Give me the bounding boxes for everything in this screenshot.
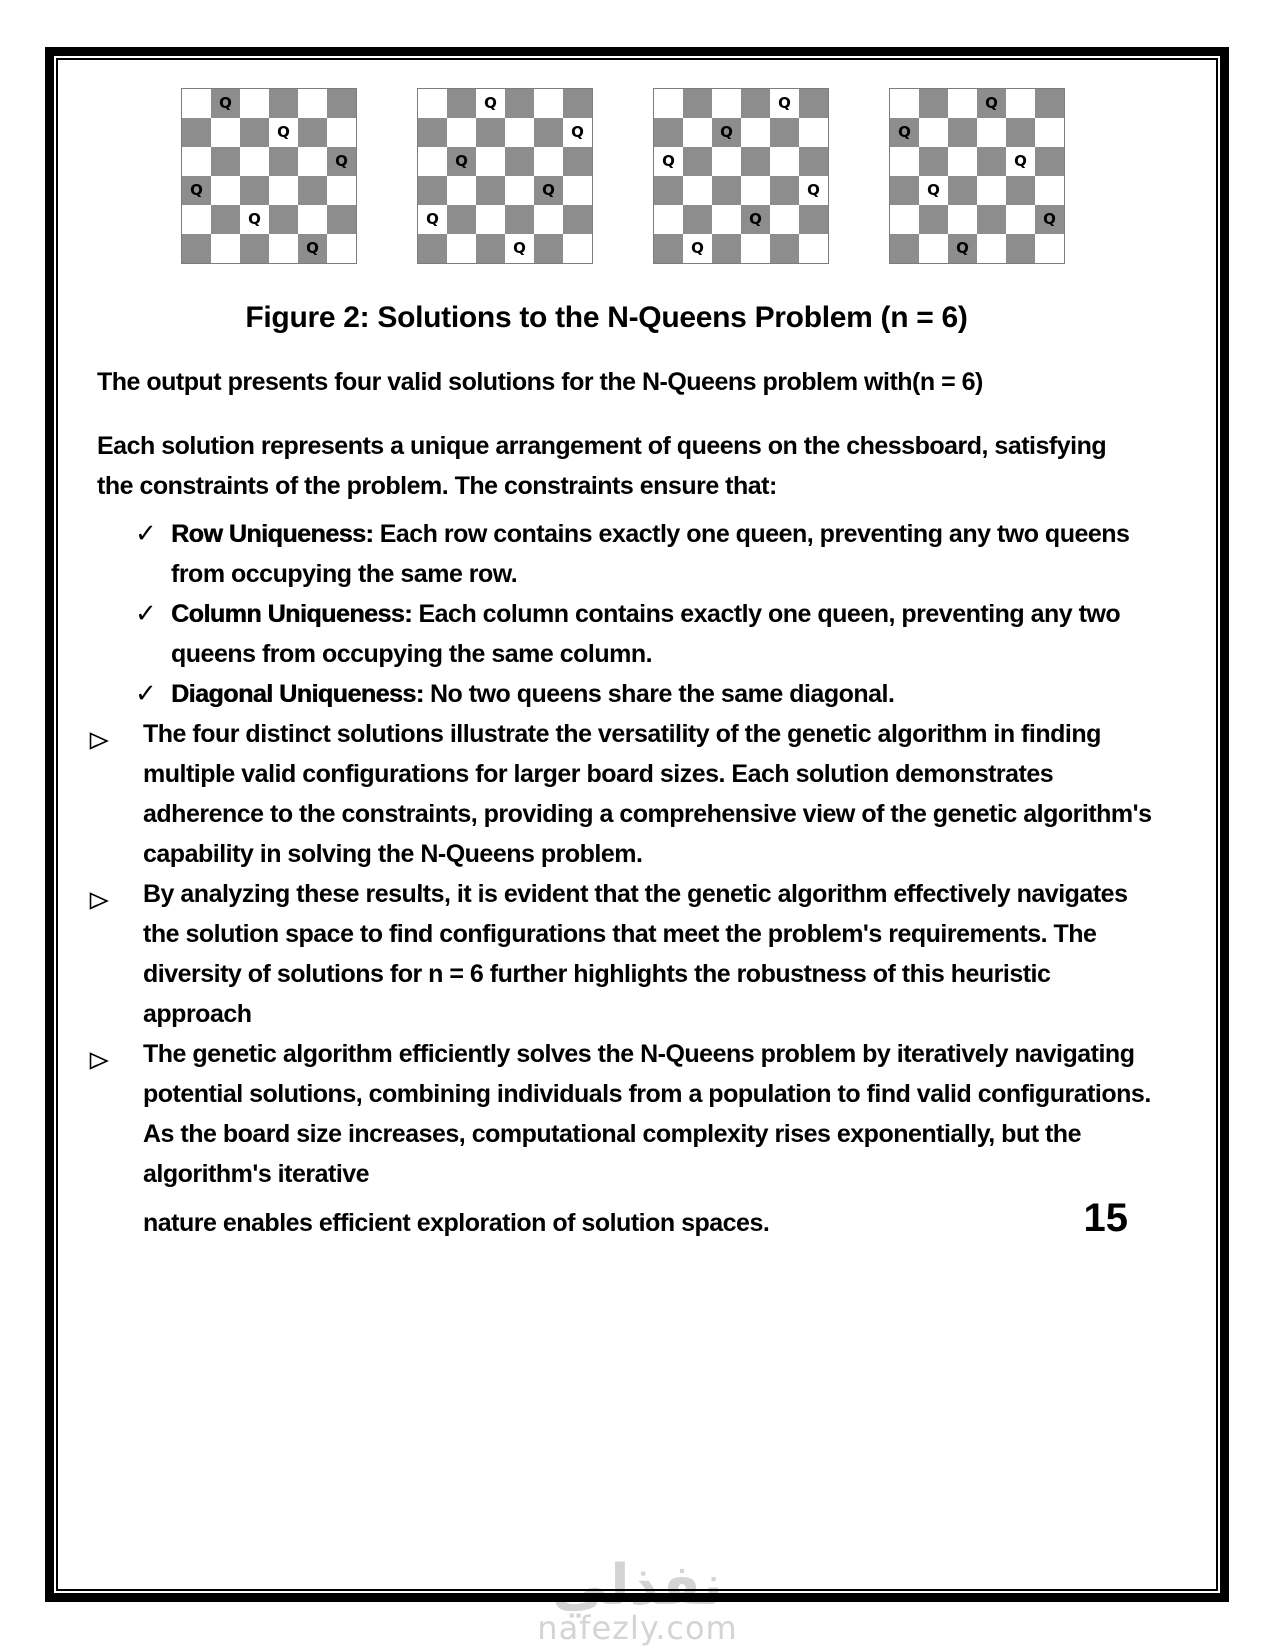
bullet-point (88, 874, 1218, 1034)
queen-label: Q (571, 123, 584, 141)
discussion-list (88, 714, 1218, 1194)
board-cell (799, 205, 828, 234)
board-cell (977, 234, 1006, 263)
board-cell (269, 234, 298, 263)
board-cell (799, 147, 828, 176)
board-cell (948, 147, 977, 176)
board-cell (712, 234, 741, 263)
board-cell (327, 205, 356, 234)
board-cell (1035, 118, 1064, 147)
board-cell (977, 205, 1006, 234)
board-cell (240, 176, 269, 205)
board-cell (890, 205, 919, 234)
board-cell (948, 89, 977, 118)
queen-label: Q (455, 152, 468, 170)
board-cell (505, 147, 534, 176)
queen-label: Q (219, 94, 232, 112)
queen-label: Q (807, 181, 820, 199)
board-cell (447, 118, 476, 147)
queen-label: Q (190, 181, 203, 199)
board-cell (741, 176, 770, 205)
board-cell (948, 205, 977, 234)
board-cell (211, 176, 240, 205)
constraint-text: No two queens share the same diagonal. (430, 680, 895, 708)
constraint-text: Each column contains exactly one queen, preventing any two queens from occupying the same column. (171, 600, 1121, 668)
intro-paragraph: The output presents four valid solutions for the N-Queens problem with(n = 6) (97, 368, 983, 396)
board-cell (534, 205, 563, 234)
board-cell (447, 147, 476, 176)
board-cell (505, 205, 534, 234)
description-paragraph: Each solution represents a unique arrangement of queens on the chessboard, satisfying the constraints of the problem. The constraints ensure that: (97, 432, 1107, 500)
closing-row (143, 1198, 1128, 1243)
board-cell (919, 205, 948, 234)
board-cell (1006, 147, 1035, 176)
board-cell (1035, 176, 1064, 205)
board-cell (770, 118, 799, 147)
queen-label: Q (662, 152, 675, 170)
board-cell (182, 147, 211, 176)
board-cell (741, 147, 770, 176)
board-cell (298, 89, 327, 118)
board-cell (712, 118, 741, 147)
arrow-bullet-icon (88, 1034, 143, 1083)
board-cell (1006, 118, 1035, 147)
board-cell (683, 234, 712, 263)
bullet-text: The genetic algorithm efficiently solves the N-Queens problem by iteratively navigating potential solutions, combining individuals from a population to find valid configurations. As the board size increases, computational complexity rises exponentially, but the algorithm's iterative (143, 1040, 1151, 1188)
queen-label: Q (335, 152, 348, 170)
board-cell (418, 234, 447, 263)
chessboard-solution-1 (181, 88, 357, 264)
board-cell (948, 118, 977, 147)
board-cell (269, 176, 298, 205)
bullet-point (88, 714, 1218, 874)
board-cell (418, 89, 447, 118)
board-cell (683, 176, 712, 205)
board-cell (890, 89, 919, 118)
board-cell (919, 118, 948, 147)
board-cell (269, 205, 298, 234)
constraint-item (135, 594, 1218, 674)
constraint-text: Each row contains exactly one queen, preventing any two queens from occupying the same row. (171, 520, 1130, 588)
board-cell (890, 176, 919, 205)
constraint-label: Column Uniqueness: (171, 600, 413, 628)
board-cell (240, 89, 269, 118)
board-cell (563, 234, 592, 263)
chessboard-solution-4 (889, 88, 1065, 264)
board-cell (327, 234, 356, 263)
board-cell (476, 234, 505, 263)
board-cell (240, 205, 269, 234)
queen-label: Q (985, 94, 998, 112)
board-cell (654, 205, 683, 234)
board-cell (1006, 234, 1035, 263)
board-cell (1006, 176, 1035, 205)
board-cell (563, 118, 592, 147)
board-cell (977, 176, 1006, 205)
board-cell (505, 118, 534, 147)
board-cell (1035, 234, 1064, 263)
board-cell (211, 234, 240, 263)
bullet-text: The four distinct solutions illustrate the versatility of the genetic algorithm in finding multiple valid configurations for larger board sizes. Each solution demonstrates adherence to the constraints, providing a comprehensive view of the genetic algorithm's capability in solving the N-Queens problem. (143, 720, 1152, 868)
board-cell (977, 89, 1006, 118)
board-cell (298, 118, 327, 147)
checkmark-icon: ✓ (135, 679, 157, 709)
board-cell (683, 118, 712, 147)
board-cell (563, 176, 592, 205)
constraint-label: Row Uniqueness: (171, 520, 374, 548)
board-cell (770, 176, 799, 205)
board-cell (712, 205, 741, 234)
board-cell (298, 234, 327, 263)
board-cell (211, 205, 240, 234)
board-cell (1035, 205, 1064, 234)
page-number: 15 (1083, 1196, 1128, 1240)
board-cell (505, 234, 534, 263)
chessboard-solution-3 (653, 88, 829, 264)
board-cell (919, 234, 948, 263)
board-cell (534, 147, 563, 176)
constraint-text-block (171, 674, 1171, 714)
board-cell (505, 89, 534, 118)
board-cell (563, 89, 592, 118)
queen-label: Q (513, 239, 526, 257)
board-cell (476, 205, 505, 234)
board-cell (890, 147, 919, 176)
board-cell (534, 118, 563, 147)
board-cell (182, 118, 211, 147)
board-cell (269, 147, 298, 176)
board-cell (476, 89, 505, 118)
board-cell (327, 118, 356, 147)
board-cell (977, 147, 1006, 176)
constraint-item (135, 514, 1218, 594)
board-cell (327, 176, 356, 205)
board-cell (211, 147, 240, 176)
board-cell (447, 234, 476, 263)
queen-label: Q (691, 239, 704, 257)
board-cell (741, 205, 770, 234)
board-cell (683, 205, 712, 234)
board-cell (654, 147, 683, 176)
constraint-text-block (171, 514, 1171, 594)
board-cell (770, 205, 799, 234)
board-cell (447, 89, 476, 118)
board-cell (182, 234, 211, 263)
board-cell (211, 89, 240, 118)
board-cell (327, 89, 356, 118)
constraint-text-block (171, 594, 1171, 674)
queen-label: Q (484, 94, 497, 112)
board-cell (712, 89, 741, 118)
board-cell (770, 89, 799, 118)
board-cell (948, 234, 977, 263)
queen-label: Q (720, 123, 733, 141)
board-cell (890, 234, 919, 263)
board-cell (919, 89, 948, 118)
board-cell (683, 89, 712, 118)
board-cell (418, 118, 447, 147)
board-cell (890, 118, 919, 147)
arrow-bullet-icon (88, 874, 143, 923)
arrow-bullet-icon (88, 714, 143, 763)
board-cell (298, 147, 327, 176)
checkmark-icon: ✓ (135, 599, 157, 629)
chessboards-row (181, 88, 1218, 264)
board-cell (919, 147, 948, 176)
bullet-point (88, 1034, 1218, 1194)
board-cell (476, 118, 505, 147)
board-cell (770, 234, 799, 263)
queen-label: Q (426, 210, 439, 228)
board-cell (654, 89, 683, 118)
board-cell (977, 118, 1006, 147)
board-cell (182, 205, 211, 234)
board-cell (182, 89, 211, 118)
board-cell (298, 205, 327, 234)
board-cell (799, 89, 828, 118)
board-cell (563, 147, 592, 176)
board-cell (327, 147, 356, 176)
queen-label: Q (306, 239, 319, 257)
board-cell (919, 176, 948, 205)
board-cell (654, 118, 683, 147)
board-cell (741, 234, 770, 263)
queen-label: Q (248, 210, 261, 228)
board-cell (447, 176, 476, 205)
closing-line: nature enables efficient exploration of solution spaces. (143, 1209, 770, 1237)
constraint-label: Diagonal Uniqueness: (171, 680, 424, 708)
board-cell (240, 118, 269, 147)
board-cell (1035, 147, 1064, 176)
board-cell (1006, 205, 1035, 234)
queen-label: Q (277, 123, 290, 141)
board-cell (534, 89, 563, 118)
board-cell (741, 89, 770, 118)
board-cell (240, 147, 269, 176)
queen-label: Q (1014, 152, 1027, 170)
constraint-item (135, 674, 1218, 714)
nafezly-logo: نفذلي (551, 1553, 724, 1618)
board-cell (240, 234, 269, 263)
board-cell (298, 176, 327, 205)
board-cell (654, 234, 683, 263)
board-cell (269, 89, 298, 118)
board-cell (534, 234, 563, 263)
board-cell (476, 147, 505, 176)
board-cell (182, 176, 211, 205)
board-cell (1006, 89, 1035, 118)
queen-label: Q (898, 123, 911, 141)
watermark (0, 1553, 1275, 1647)
chessboard-solution-2 (417, 88, 593, 264)
board-cell (505, 176, 534, 205)
board-cell (534, 176, 563, 205)
board-cell (1035, 89, 1064, 118)
board-cell (799, 176, 828, 205)
nafezly-site-text: nafezly.com (537, 1609, 738, 1647)
board-cell (799, 234, 828, 263)
board-cell (770, 147, 799, 176)
checkmark-icon: ✓ (135, 519, 157, 549)
queen-label: Q (927, 181, 940, 199)
board-cell (712, 176, 741, 205)
document-page-content (57, 59, 1218, 1243)
board-cell (476, 176, 505, 205)
queen-label: Q (778, 94, 791, 112)
board-cell (211, 118, 240, 147)
board-cell (712, 147, 741, 176)
queen-label: Q (1043, 210, 1056, 228)
board-cell (418, 147, 447, 176)
constraints-list (135, 514, 1218, 714)
queen-label: Q (542, 181, 555, 199)
board-cell (683, 147, 712, 176)
queen-label: Q (749, 210, 762, 228)
board-cell (418, 176, 447, 205)
board-cell (269, 118, 298, 147)
board-cell (418, 205, 447, 234)
board-cell (741, 118, 770, 147)
board-cell (799, 118, 828, 147)
board-cell (654, 176, 683, 205)
board-cell (447, 205, 476, 234)
board-cell (948, 176, 977, 205)
figure-caption: Figure 2: Solutions to the N-Queens Problem (n = 6) (245, 301, 968, 334)
board-cell (563, 205, 592, 234)
bullet-text: By analyzing these results, it is evident that the genetic algorithm effectively navigates the solution space to find configurations that meet the problem's requirements. The diversity of solutions for n = 6 further highlights the robustness of this heuristic approach (143, 880, 1128, 1028)
queen-label: Q (956, 239, 969, 257)
